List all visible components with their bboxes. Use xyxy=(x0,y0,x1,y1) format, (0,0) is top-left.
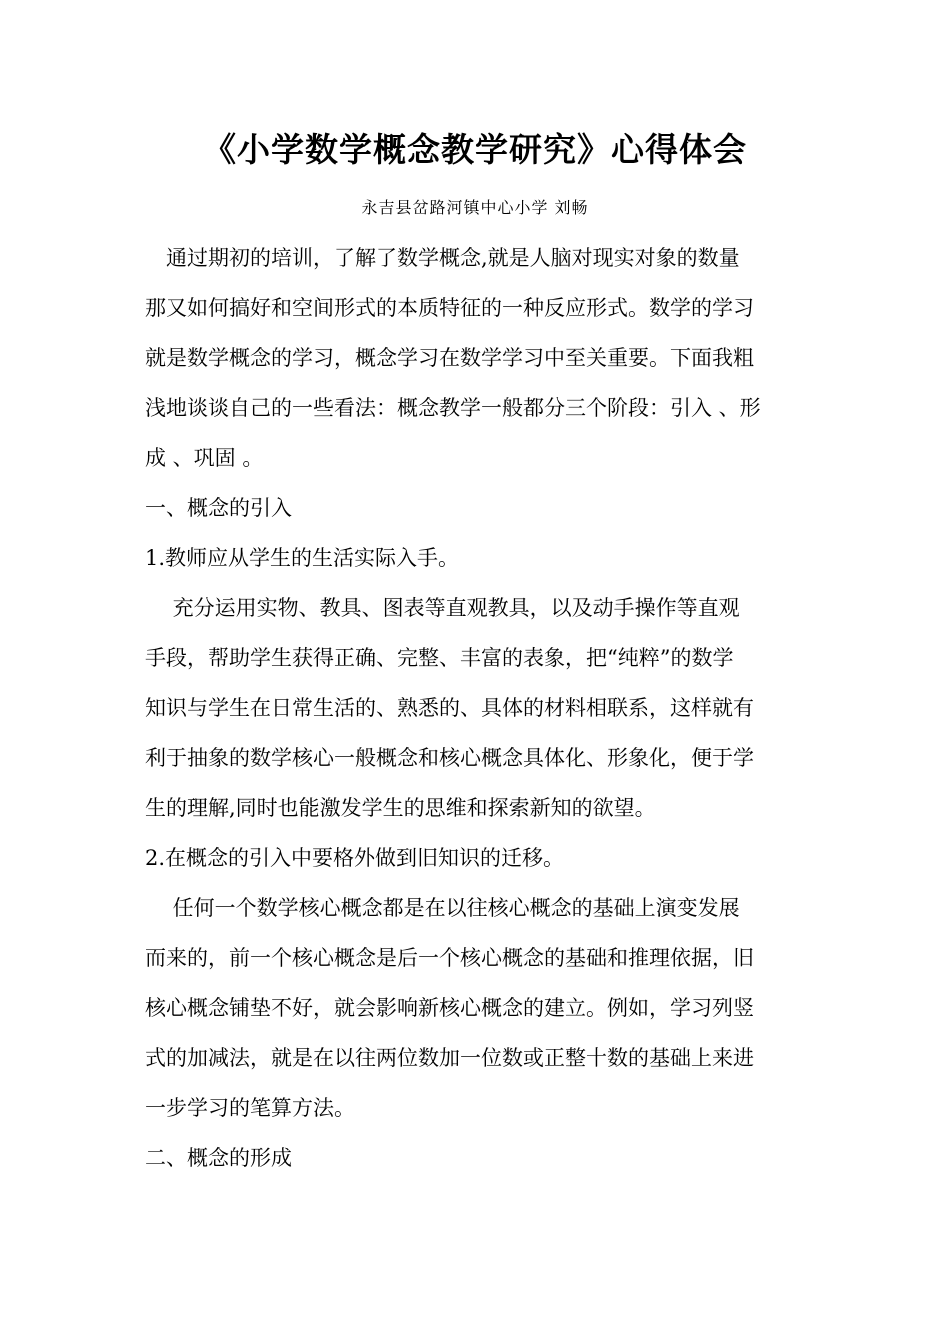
paragraph-line: 手段，帮助学生获得正确、完整、丰富的表象，把“纯粹”的数学 xyxy=(145,646,734,670)
section-heading: 二、概念的形成 xyxy=(145,1146,292,1170)
subsection-heading: 1.教师应从学生的生活实际入手。 xyxy=(145,546,460,570)
paragraph-line: 浅地谈谈自己的一些看法：概念教学一般都分三个阶段：引入 、形 xyxy=(145,396,761,420)
paragraph-line: 通过期初的培训，了解了数学概念,就是人脑对现实对象的数量 xyxy=(145,246,740,270)
paragraph-line: 任何一个数学核心概念都是在以往核心概念的基础上演变发展 xyxy=(145,896,740,920)
paragraph-line: 成 、巩固 。 xyxy=(145,446,264,470)
paragraph-line: 充分运用实物、教具、图表等直观教具，以及动手操作等直观 xyxy=(145,596,740,620)
paragraph-line: 式的加减法，就是在以往两位数加一位数或正整十数的基础上来进 xyxy=(145,1046,754,1070)
subsection-heading: 2.在概念的引入中要格外做到旧知识的迁移。 xyxy=(145,846,565,870)
paragraph-line: 知识与学生在日常生活的、熟悉的、具体的材料相联系，这样就有 xyxy=(145,696,754,720)
document-title: 《小学数学概念教学研究》心得体会 xyxy=(203,130,747,169)
document-author: 永吉县岔路河镇中心小学 刘畅 xyxy=(361,198,589,217)
paragraph-line: 就是数学概念的学习，概念学习在数学学习中至关重要。下面我粗 xyxy=(145,346,754,370)
section-heading: 一、概念的引入 xyxy=(145,496,292,520)
paragraph-line: 而来的，前一个核心概念是后一个核心概念的基础和推理依据，旧 xyxy=(145,946,754,970)
paragraph-line: 利于抽象的数学核心一般概念和核心概念具体化、形象化，便于学 xyxy=(145,746,754,770)
paragraph-line: 生的理解,同时也能激发学生的思维和探索新知的欲望。 xyxy=(145,796,656,820)
paragraph-line: 一步学习的笔算方法。 xyxy=(145,1096,355,1120)
paragraph-line: 核心概念铺垫不好，就会影响新核心概念的建立。例如，学习列竖 xyxy=(145,996,754,1020)
paragraph-line: 那又如何搞好和空间形式的本质特征的一种反应形式。数学的学习 xyxy=(145,296,754,320)
